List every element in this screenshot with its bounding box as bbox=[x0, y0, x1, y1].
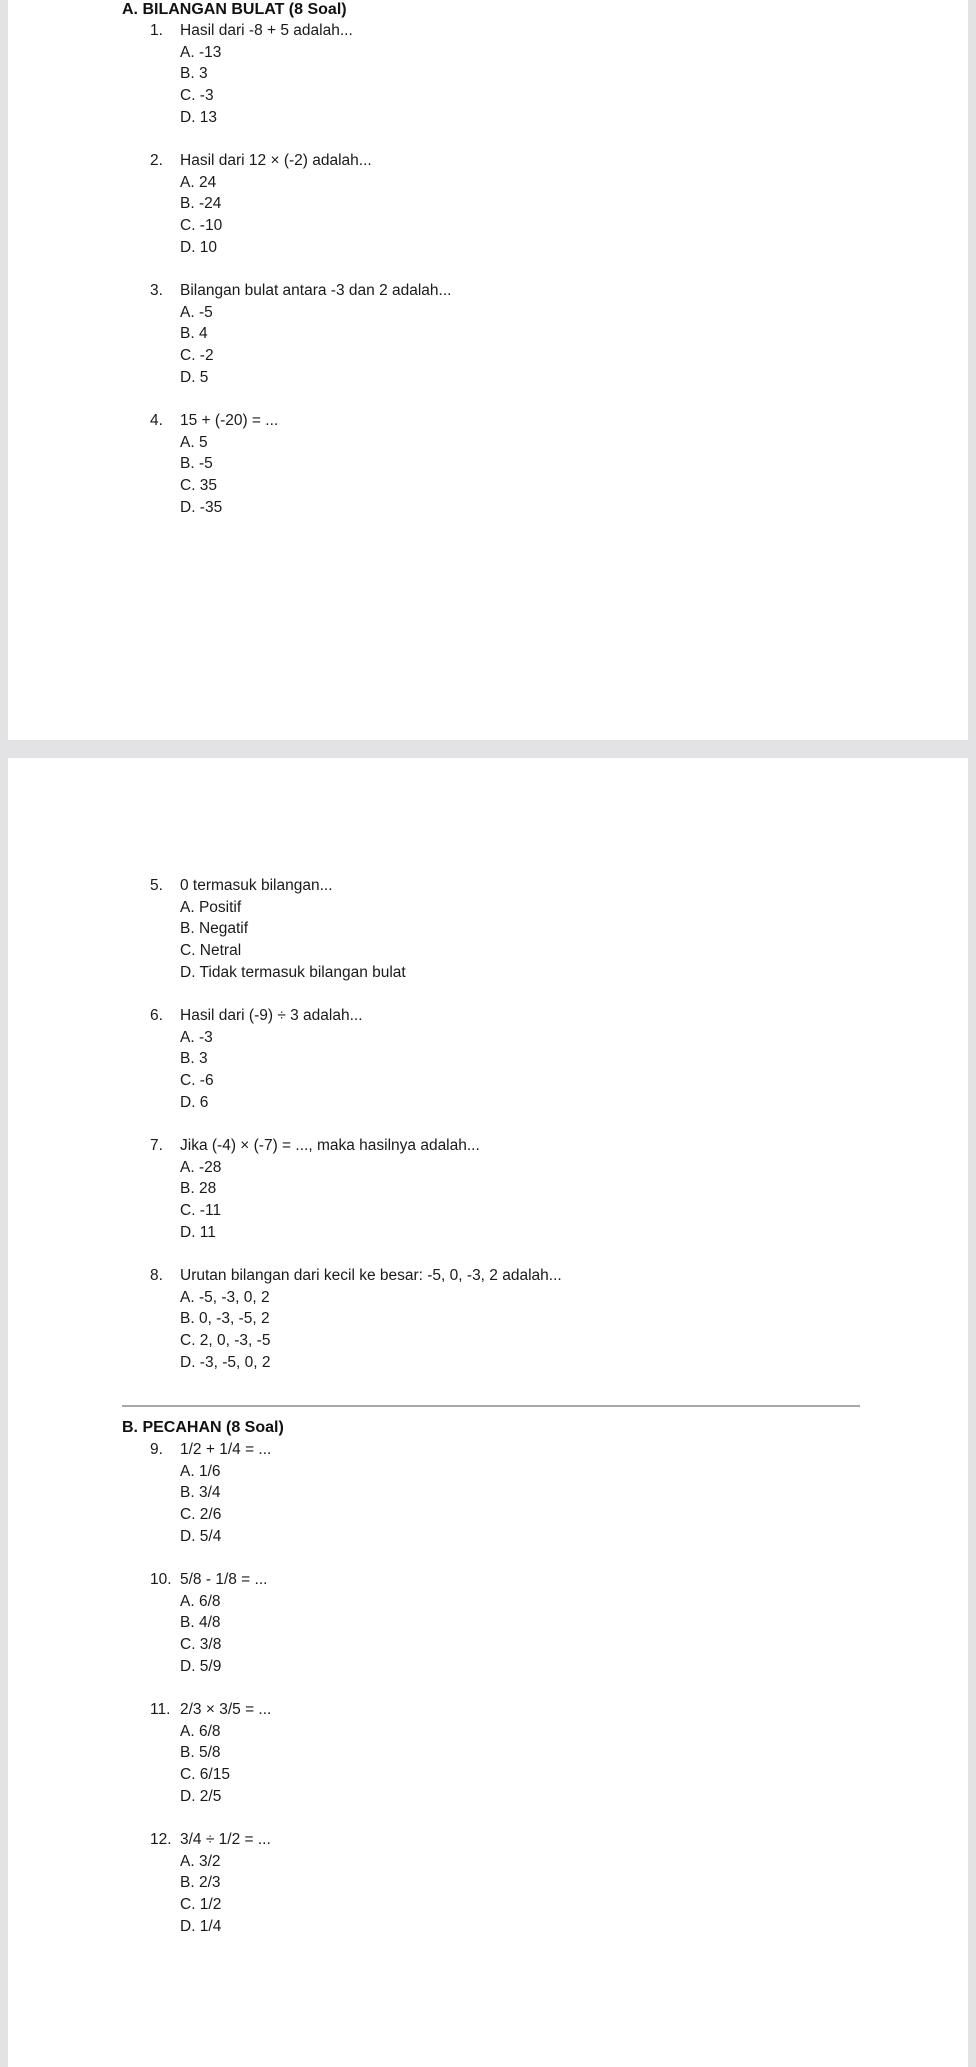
option-a: A. -3 bbox=[180, 1028, 213, 1046]
option-d: D. -35 bbox=[180, 498, 223, 516]
option-d: D. Tidak termasuk bilangan bulat bbox=[180, 963, 406, 981]
option-b: B. 3 bbox=[180, 1050, 208, 1068]
question-text: Bilangan bulat antara -3 dan 2 adalah... bbox=[180, 282, 452, 299]
option-d: D. 2/5 bbox=[180, 1787, 222, 1805]
option-b: B. 28 bbox=[180, 1180, 217, 1198]
option-d: D. 6 bbox=[180, 1093, 209, 1111]
option-b: B. 4 bbox=[180, 325, 208, 343]
option-a: A. Positif bbox=[180, 898, 242, 916]
option-c: C. 1/2 bbox=[180, 1896, 222, 1914]
question-3 bbox=[150, 280, 451, 389]
option-b: B. 4/8 bbox=[180, 1614, 221, 1632]
option-list bbox=[150, 1287, 562, 1374]
question-number: 2. bbox=[150, 152, 163, 169]
option-list bbox=[150, 1027, 363, 1114]
option-d: D. 5/9 bbox=[180, 1657, 222, 1675]
question-number: 10. bbox=[150, 1571, 172, 1588]
question-number: 1. bbox=[150, 22, 163, 39]
option-list bbox=[150, 302, 451, 389]
question-text: Hasil dari -8 + 5 adalah... bbox=[180, 22, 353, 39]
question-text: Jika (-4) × (-7) = ..., maka hasilnya adalah... bbox=[180, 1137, 480, 1154]
option-b: B. 3 bbox=[180, 65, 208, 83]
question-number: 8. bbox=[150, 1267, 163, 1284]
option-d: D. 13 bbox=[180, 108, 218, 126]
option-b: B. -5 bbox=[180, 455, 213, 473]
option-c: C. 2, 0, -3, -5 bbox=[180, 1332, 271, 1350]
question-9 bbox=[150, 1439, 271, 1548]
option-a: A. -5, -3, 0, 2 bbox=[180, 1288, 270, 1306]
question-10 bbox=[150, 1569, 267, 1678]
option-a: A. 5 bbox=[180, 433, 208, 451]
option-b: B. 0, -3, -5, 2 bbox=[180, 1310, 270, 1328]
question-text: Urutan bilangan dari kecil ke besar: -5, 0, -3, 2 adalah... bbox=[180, 1267, 562, 1284]
option-c: C. -11 bbox=[180, 1202, 222, 1220]
option-b: B. 2/3 bbox=[180, 1874, 221, 1892]
question-8 bbox=[150, 1265, 562, 1374]
option-b: B. Negatif bbox=[180, 920, 249, 938]
option-list bbox=[150, 1157, 480, 1244]
question-text: Hasil dari 12 × (-2) adalah... bbox=[180, 152, 372, 169]
option-a: A. -5 bbox=[180, 303, 213, 321]
question-text: 1/2 + 1/4 = ... bbox=[180, 1441, 272, 1458]
option-c: C. -6 bbox=[180, 1072, 214, 1090]
question-number: 4. bbox=[150, 412, 163, 429]
question-text: 5/8 - 1/8 = ... bbox=[180, 1571, 268, 1588]
option-list bbox=[150, 1461, 271, 1548]
section-b-title: B. PECAHAN (8 Soal) bbox=[122, 1419, 284, 1436]
option-list bbox=[150, 897, 406, 984]
question-5 bbox=[150, 875, 406, 984]
question-number: 12. bbox=[150, 1831, 172, 1848]
option-c: C. 6/15 bbox=[180, 1766, 230, 1784]
question-4 bbox=[150, 410, 278, 519]
question-number: 6. bbox=[150, 1007, 163, 1024]
option-c: C. 3/8 bbox=[180, 1636, 222, 1654]
option-c: C. 35 bbox=[180, 477, 218, 495]
option-list bbox=[150, 432, 278, 519]
question-text: 15 + (-20) = ... bbox=[180, 412, 279, 429]
option-a: A. -28 bbox=[180, 1158, 222, 1176]
question-text: Hasil dari (-9) ÷ 3 adalah... bbox=[180, 1007, 363, 1024]
question-number: 5. bbox=[150, 877, 163, 894]
question-2 bbox=[150, 150, 372, 259]
option-a: A. -13 bbox=[180, 43, 222, 61]
option-b: B. 5/8 bbox=[180, 1744, 221, 1762]
option-a: A. 3/2 bbox=[180, 1852, 221, 1870]
question-6 bbox=[150, 1005, 363, 1114]
option-c: C. -3 bbox=[180, 87, 214, 105]
option-c: C. -2 bbox=[180, 347, 214, 365]
option-d: D. -3, -5, 0, 2 bbox=[180, 1353, 271, 1371]
option-list bbox=[150, 1721, 271, 1808]
question-11 bbox=[150, 1699, 271, 1808]
question-number: 11. bbox=[150, 1701, 171, 1718]
option-d: D. 5/4 bbox=[180, 1527, 222, 1545]
question-12 bbox=[150, 1829, 271, 1938]
option-c: C. -10 bbox=[180, 217, 223, 235]
option-d: D. 11 bbox=[180, 1223, 216, 1241]
option-list bbox=[150, 1851, 271, 1938]
option-c: C. 2/6 bbox=[180, 1506, 222, 1524]
option-a: A. 1/6 bbox=[180, 1462, 221, 1480]
option-d: D. 10 bbox=[180, 238, 218, 256]
question-7 bbox=[150, 1135, 480, 1244]
question-1 bbox=[150, 20, 353, 129]
page-1 bbox=[8, 0, 968, 740]
section-divider bbox=[122, 1405, 860, 1407]
question-text: 2/3 × 3/5 = ... bbox=[180, 1701, 272, 1718]
option-b: B. -24 bbox=[180, 195, 222, 213]
option-a: A. 6/8 bbox=[180, 1722, 221, 1740]
option-d: D. 1/4 bbox=[180, 1917, 222, 1935]
question-text: 3/4 ÷ 1/2 = ... bbox=[180, 1831, 271, 1848]
option-d: D. 5 bbox=[180, 368, 209, 386]
question-number: 9. bbox=[150, 1441, 163, 1458]
option-list bbox=[150, 42, 353, 129]
option-a: A. 6/8 bbox=[180, 1592, 221, 1610]
option-list bbox=[150, 1591, 267, 1678]
question-number: 7. bbox=[150, 1137, 163, 1154]
option-b: B. 3/4 bbox=[180, 1484, 221, 1502]
option-list bbox=[150, 172, 372, 259]
option-c: C. Netral bbox=[180, 942, 242, 960]
page-2 bbox=[8, 758, 968, 2067]
question-text: 0 termasuk bilangan... bbox=[180, 877, 333, 894]
section-a-title: A. BILANGAN BULAT (8 Soal) bbox=[122, 1, 347, 18]
question-number: 3. bbox=[150, 282, 163, 299]
option-a: A. 24 bbox=[180, 173, 217, 191]
